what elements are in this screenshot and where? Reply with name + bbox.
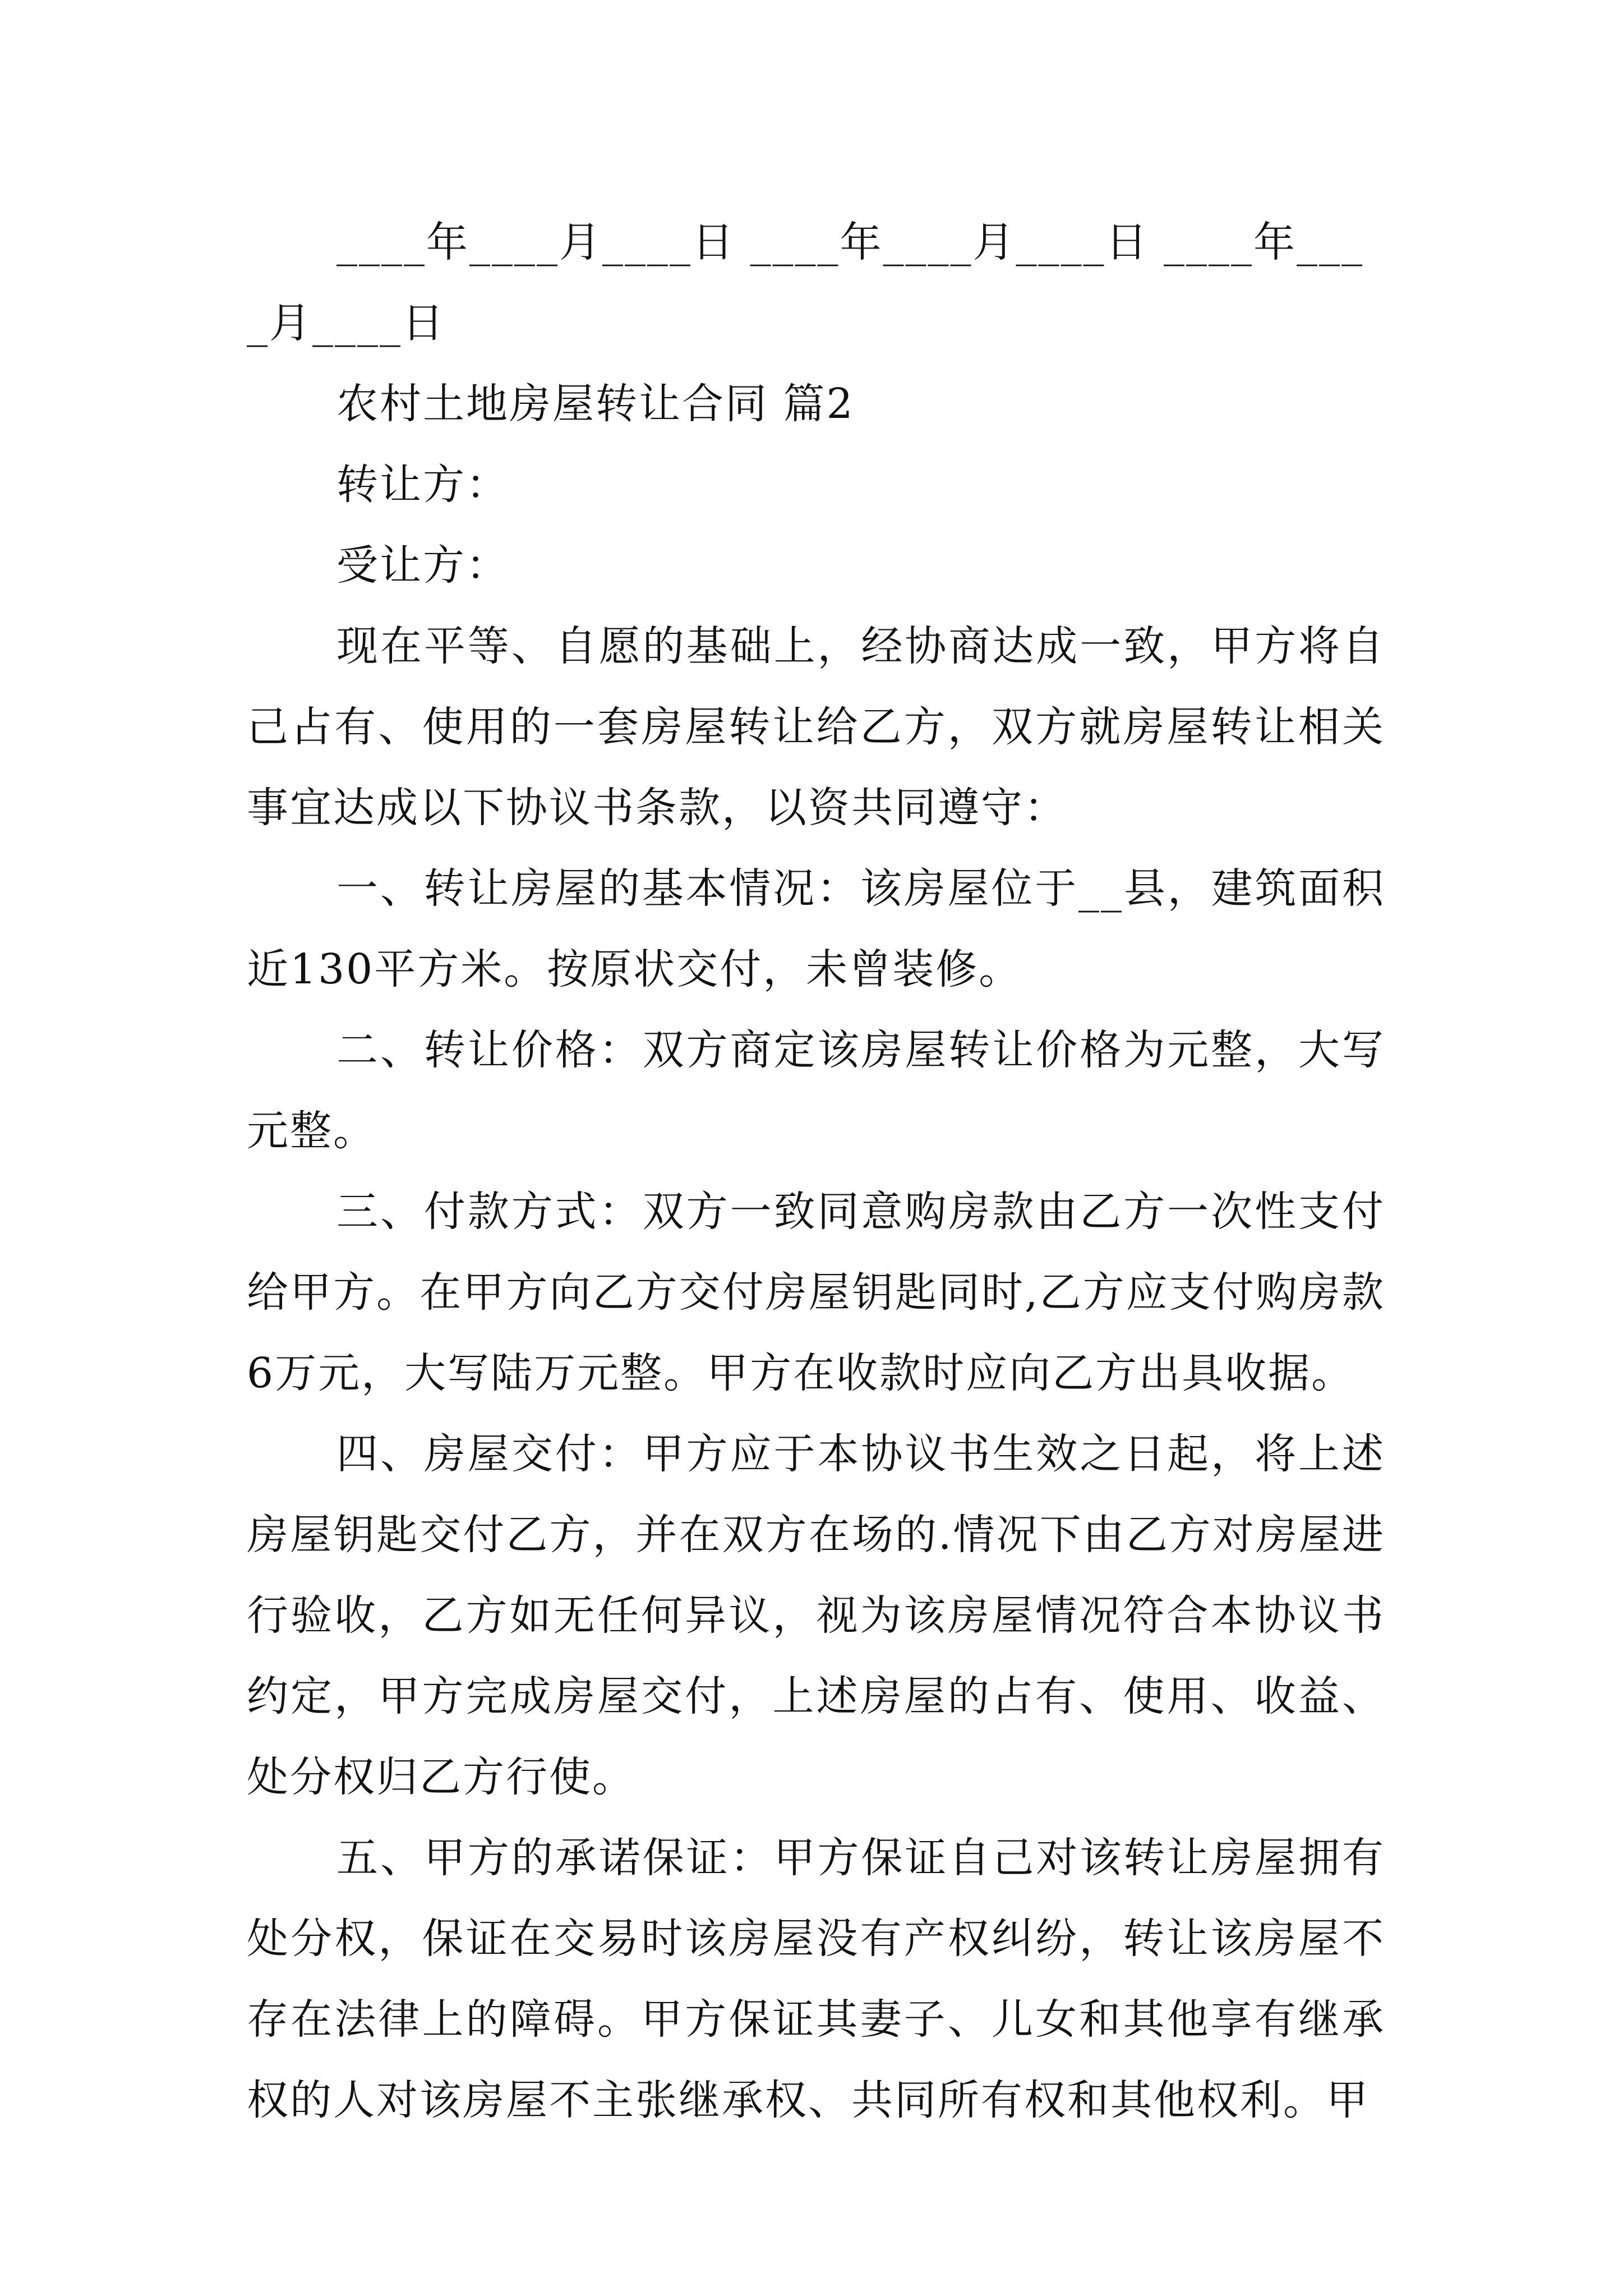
clause-2-price: 二、转让价格：双方商定该房屋转让价格为元整，大写元整。 [247,1026,1385,1155]
intro-paragraph: 现在平等、自愿的基础上，经协商达成一致，甲方将自己占有、使用的一套房屋转让给乙方，双方就房屋转让相关事宜达成以下协议书条款，以资共同遵守： [247,622,1385,832]
clause-3-payment: 三、付款方式：双方一致同意购房款由乙方一次性支付给甲方。在甲方向乙方交付房屋钥匙同时,乙方应支付购房款6万元，大写陆万元整。甲方在收款时应向乙方出具收据。 [247,1188,1385,1397]
clause-1-house-info: 一、转让房屋的基本情况：该房屋位于__县，建筑面积近130平方米。按原状交付，未曾装修。 [247,864,1385,993]
section-title: 农村土地房屋转让合同 篇2 [336,380,855,428]
document-body [247,202,1385,2141]
clause-4-delivery: 四、房屋交付：甲方应于本协议书生效之日起，将上述房屋钥匙交付乙方，并在双方在场的.情况下由乙方对房屋进行验收，乙方如无任何异议，视为该房屋情况符合本协议书约定，甲方完成房屋交付，上述房屋的占有、使用、收益、处分权归乙方行使。 [247,1430,1385,1801]
signature-date-line: ____年____月____日 ____年____月____日 ____年____月____日 [247,218,1364,347]
clause-5-guarantee: 五、甲方的承诺保证：甲方保证自己对该转让房屋拥有处分权，保证在交易时该房屋没有产权纠纷，转让该房屋不存在法律上的障碍。甲方保证其妻子、儿女和其他享有继承权的人对该房屋不主张继承权、共同所有权和其他权利。甲 [247,1834,1385,2124]
transferor-label: 转让方： [336,461,509,509]
transferee-label: 受让方： [336,541,509,590]
